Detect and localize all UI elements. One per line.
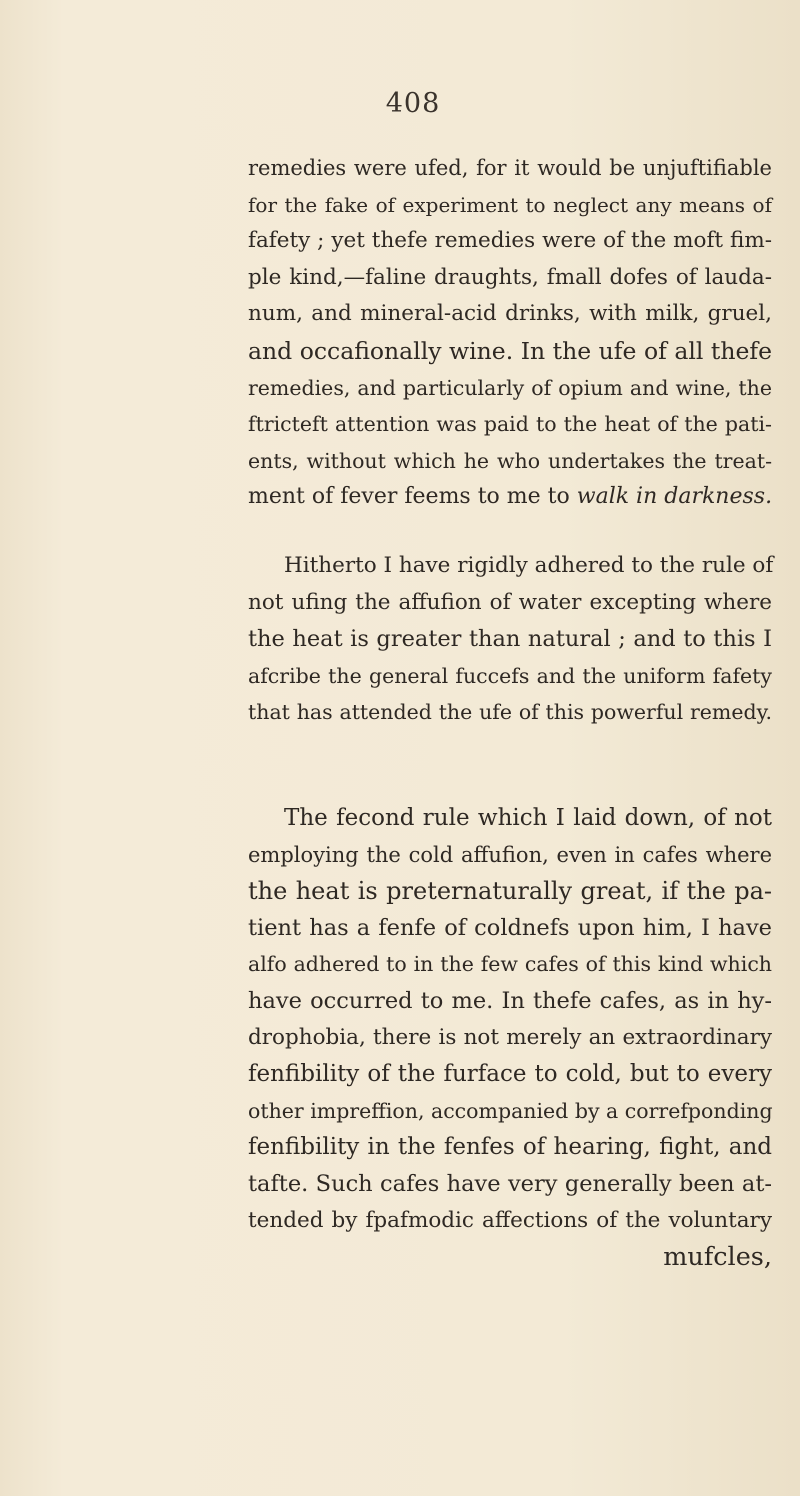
text-line: remedies, and particularly of opium and wine, the — [248, 375, 772, 400]
paragraph-2 — [248, 548, 772, 731]
text-line: num, and mineral-acid drinks, with milk, gruel, — [248, 301, 772, 327]
text-line: ftricteft attention was paid to the heat of the pati- — [248, 412, 772, 437]
text-line: ple kind,—faline draughts, fmall dofes of lauda- — [248, 264, 772, 290]
text-line: not ufing the affufion of water excepting where — [248, 589, 772, 615]
text-line: tafte. Such cafes have very generally been at- — [248, 1170, 772, 1197]
text-line-prefix: ment of fever feems to me to — [248, 484, 577, 510]
text-line: drophobia, there is not merely an extraordinary — [248, 1024, 772, 1050]
text-line: that has attended the ufe of this powerful remedy. — [248, 700, 772, 725]
text-line: The fecond rule which I laid down, of not — [284, 805, 772, 831]
text-line: alfo adhered to in the few cafes of this kind which — [248, 952, 772, 977]
text-line: fenfibility of the furface to cold, but to every — [248, 1061, 772, 1088]
text-line: the heat is greater than natural ; and to this I — [248, 626, 772, 653]
text-line: ents, without which he who undertakes the treat- — [248, 448, 772, 473]
text-line: fafety ; yet thefe remedies were of the moft fim- — [248, 228, 772, 254]
text-line-final — [248, 479, 772, 516]
text-line: the heat is preternaturally great, if the pa- — [248, 877, 772, 906]
text-line: Hitherto I have rigidly adhered to the rule of — [284, 553, 774, 578]
text-line: other impreffion, accompanied by a correfponding — [248, 1098, 773, 1123]
italic-phrase: walk in darkness. — [576, 484, 773, 510]
text-line: employing the cold affufion, even in cafes where — [248, 842, 772, 867]
text-line: and occafionally wine. In the ufe of all thefe — [248, 336, 772, 365]
text-line: afcribe the general fuccefs and the uniform fafety — [248, 663, 772, 688]
catchword: mufcles, — [663, 1242, 772, 1273]
text-line: fenfibility in the fenfes of hearing, fight, and — [248, 1134, 772, 1161]
text-line: have occurred to me. In thefe cafes, as in hy- — [248, 987, 772, 1014]
page-number: 408 — [385, 88, 441, 119]
paragraph-1 — [248, 150, 772, 516]
text-line: tended by fpafmodic affections of the voluntary — [248, 1207, 772, 1233]
text-line: remedies were ufed, for it would be unjuftifiable — [248, 156, 772, 180]
text-line: for the fake of experiment to neglect any means of — [248, 192, 772, 217]
text-line: tient has a fenfe of coldnefs upon him, I have — [248, 914, 772, 941]
paragraph-3 — [248, 800, 772, 1276]
